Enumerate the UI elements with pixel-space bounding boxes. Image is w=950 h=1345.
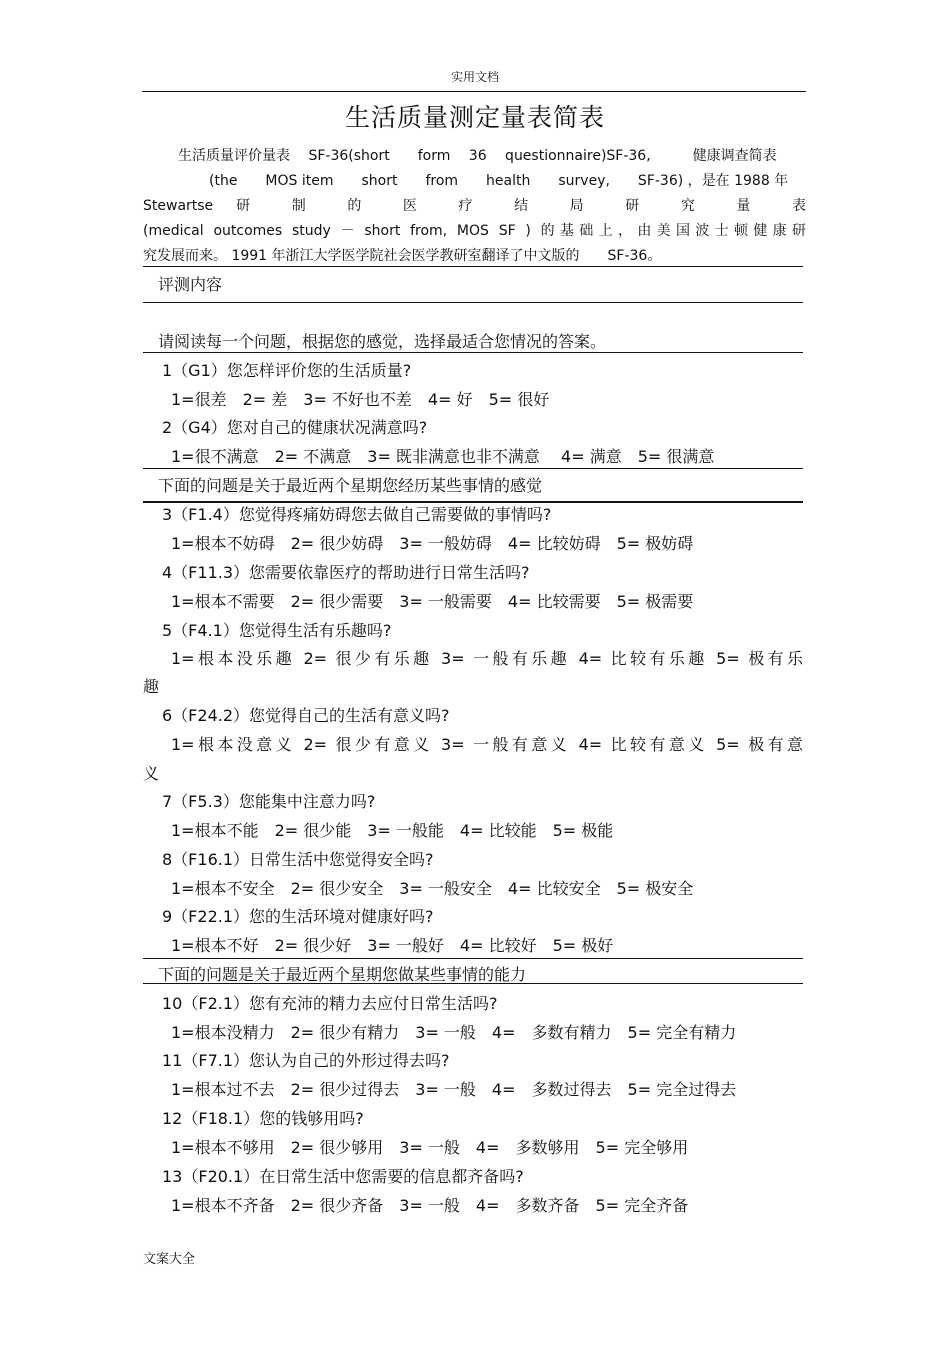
question-12: 12（F18.1）您的钱够用吗? [162,1109,364,1128]
table-rule [143,983,803,984]
answer-options-5: 1=根本没乐趣 2= 很少有乐趣 3= 一般有乐趣 4= 比较有乐趣 5= 极有乐 [171,649,803,668]
page-footer: 文案大全 [143,1252,196,1267]
question-2: 2（G4）您对自己的健康状况满意吗? [162,418,428,437]
answer-options-8: 1=根本不安全 2= 很少安全 3= 一般安全 4= 比较安全 5= 极安全 [171,879,694,898]
answer-options-3: 1=根本不妨碍 2= 很少妨碍 3= 一般妨碍 4= 比较妨碍 5= 极妨碍 [171,534,694,553]
answer-options-12: 1=根本不够用 2= 很少够用 3= 一般 4= 多数够用 5= 完全够用 [171,1138,689,1157]
intro-line-5: 究发展而来。 1991 年浙江大学医学院社会医学教研室翻译了中文版的 SF-36。 [143,248,662,264]
question-3: 3（F1.4）您觉得疼痛妨碍您去做自己需要做的事情吗? [162,505,552,524]
page-header: 实用文档 [450,70,499,84]
answer-options-11: 1=根本过不去 2= 很少过得去 3= 一般 4= 多数过得去 5= 完全过得去 [171,1080,737,1099]
question-1: 1（G1）您怎样评价您的生活质量? [162,361,412,380]
question-7: 7（F5.3）您能集中注意力吗? [162,792,376,811]
answer-options-10: 1=根本没精力 2= 很少有精力 3= 一般 4= 多数有精力 5= 完全有精力 [171,1023,737,1042]
question-4: 4（F11.3）您需要依靠医疗的帮助进行日常生活吗? [162,563,530,582]
answer-options-4: 1=根本不需要 2= 很少需要 3= 一般需要 4= 比较需要 5= 极需要 [171,592,694,611]
question-9: 9（F22.1）您的生活环境对健康好吗? [162,907,434,926]
intro-line-3: Stewartse 研 制 的 医 疗 结 局 研 究 量 表 [143,198,806,214]
section-eval-heading: 评测内容 [158,275,223,294]
answer-options-6-continued: 义 [143,764,160,783]
section-ability-heading: 下面的问题是关于最近两个星期您做某些事情的能力 [158,965,527,984]
question-11: 11（F7.1）您认为自己的外形过得去吗? [162,1051,450,1070]
answer-options-5-continued: 趣 [143,677,160,696]
answer-options-9: 1=根本不好 2= 很少好 3= 一般好 4= 比较好 5= 极好 [171,936,614,955]
intro-line-4: (medical outcomes study － short from, MOS SF ) 的基础上，由美国波士顿健康研 [143,223,806,239]
answer-options-2: 1=很不满意 2= 不满意 3= 既非满意也非不满意 4= 满意 5= 很满意 [171,447,715,466]
question-13: 13（F20.1）在日常生活中您需要的信息都齐备吗? [162,1167,524,1186]
intro-line-2: (the MOS item short from health survey, SF-36) ，是在 1988 年 [209,173,789,189]
instruction-text: 请阅读每一个问题，根据您的感觉，选择最适合您情况的答案。 [158,332,607,351]
intro-line-1: 生活质量评价量表 SF-36(short form 36 questionnaire)SF-36, 健康调查简表 [178,148,777,164]
answer-options-6: 1=根本没意义 2= 很少有意义 3= 一般有意义 4= 比较有意义 5= 极有意 [171,735,803,754]
answer-options-7: 1=根本不能 2= 很少能 3= 一般能 4= 比较能 5= 极能 [171,821,614,840]
table-rule [143,266,803,267]
question-8: 8（F16.1）日常生活中您觉得安全吗? [162,850,434,869]
table-rule [143,302,803,303]
question-6: 6（F24.2）您觉得自己的生活有意义吗? [162,706,450,725]
question-5: 5（F4.1）您觉得生活有乐趣吗? [162,621,392,640]
table-rule [143,958,803,959]
answer-options-1: 1=很差 2= 差 3= 不好也不差 4= 好 5= 很好 [171,390,550,409]
question-10: 10（F2.1）您有充沛的精力去应付日常生活吗? [162,994,498,1013]
table-rule [143,468,803,469]
table-rule [143,352,803,353]
header-divider [142,91,806,92]
section-feelings-heading: 下面的问题是关于最近两个星期您经历某些事情的感觉 [158,476,543,495]
answer-options-13: 1=根本不齐备 2= 很少齐备 3= 一般 4= 多数齐备 5= 完全齐备 [171,1196,689,1215]
page-title: 生活质量测定量表简表 [344,103,605,132]
